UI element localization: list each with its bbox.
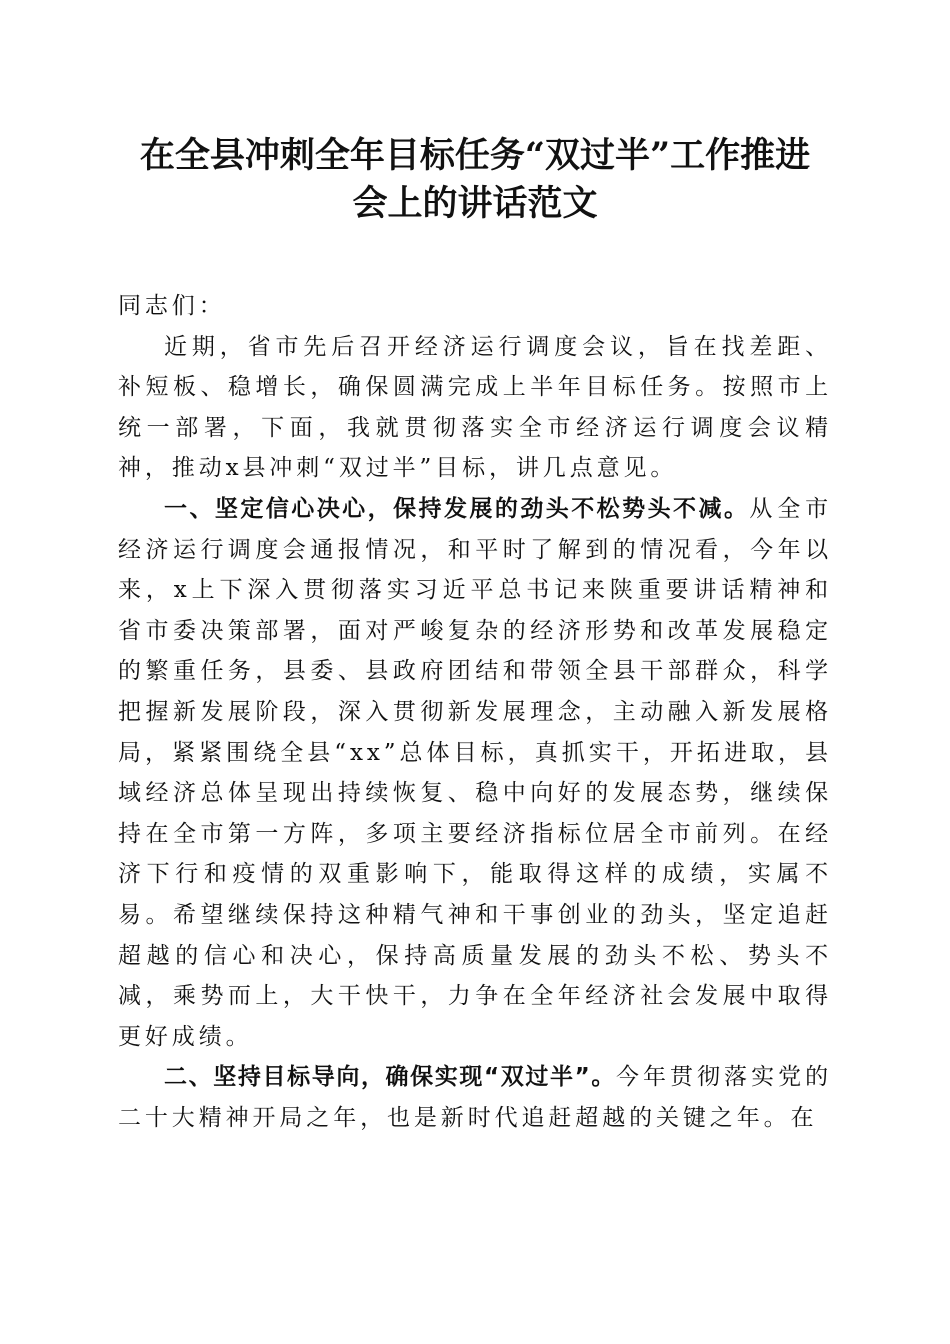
document-title — [118, 132, 832, 228]
salutation: 同志们： — [118, 293, 226, 319]
paragraph-intro — [118, 327, 832, 489]
paragraph-text: 从全市经济运行调度会通报情况，和平时了解到的情况看，今年以来，x上下深入贯彻落实习近平总书记来陕重要讲话精神和省市委决策部署，面对严峻复杂的经济形势和改革发展稳定的繁重任务，县委、县政府团结和带领全县干部群众，科学把握新发展阶段，深入贯彻新发展理念，主动融入新发展格局，紧紧围绕全县“xx”总体目标，真抓实干，开拓进取，县域经济总体呈现出持续恢复、稳中向好的发展态势，继续保持在全市第一方阵，多项主要经济指标位居全市前列。在经济下行和疫情的双重影响下，能取得这样的成绩，实属不易。希望继续保持这种精气神和干事创业的劲头，坚定追赶超越的信心和决心，保持高质量发展的劲头不松、势头不减，乘势而上，大干快干，力争在全年经济社会发展中取得更好成绩。 — [118, 495, 833, 1050]
title-line-1: 在全县冲刺全年目标任务“双过半”工作推进 — [139, 135, 811, 176]
title-line-2: 会上的讲话范文 — [352, 183, 598, 224]
document-body — [118, 286, 832, 1138]
paragraph-section-1 — [118, 489, 832, 1057]
section-heading: 一、坚定信心决心，保持发展的劲头不松势头不减。 — [164, 495, 750, 522]
paragraph-section-2 — [118, 1057, 832, 1138]
section-heading: 二、坚持目标导向，确保实现“双过半”。 — [164, 1064, 616, 1091]
paragraph-text: 今年贯彻落实党的二十大精神开局之年，也是新时代追赶超越的关键之年。在 — [118, 1064, 833, 1131]
paragraph-text: 近期，省市先后召开经济运行调度会议，旨在找差距、补短板、稳增长，确保圆满完成上半年目标任务。按照市上统一部署，下面，我就贯彻落实全市经济运行调度会议精神，推动x县冲刺“双过半”目标，讲几点意见。 — [118, 333, 832, 482]
